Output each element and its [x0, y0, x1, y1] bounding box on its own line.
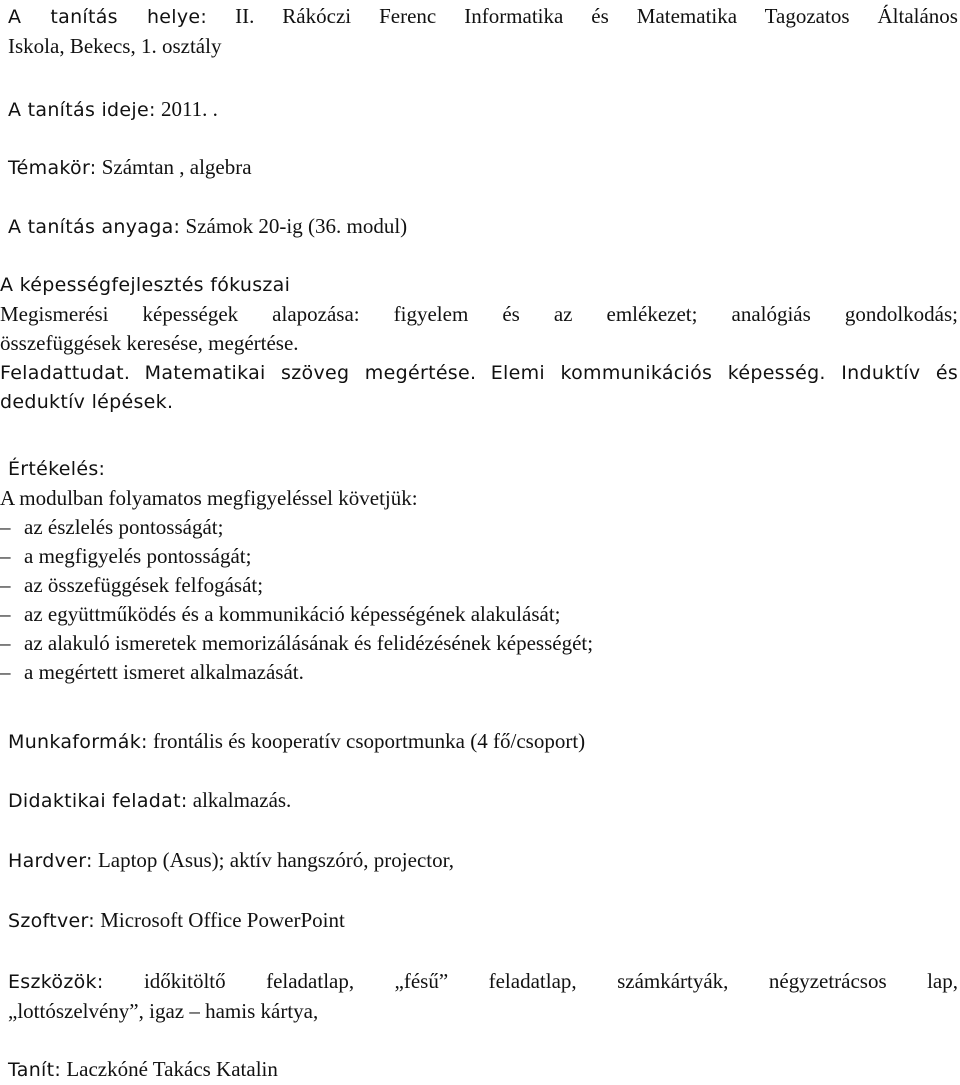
teaching-material — [0, 212, 960, 242]
evaluation-item — [0, 513, 958, 542]
teaching-place-label: A tanítás helye: — [8, 6, 208, 28]
software-label: Szoftver: — [8, 910, 95, 932]
material-value: Számok 20-ig (36. modul) — [185, 214, 408, 238]
evaluation-item — [0, 571, 958, 600]
teaching-place-line1 — [8, 2, 958, 32]
evaluation-item-text: a megfigyelés pontosságát; — [24, 544, 252, 568]
work-forms-value: frontális és kooperatív csoportmunka (4 fő/csoport) — [153, 729, 586, 753]
tools-label: Eszközök: — [8, 971, 104, 993]
teaching-place-value-line1: II. Rákóczi Ferenc Informatika és Matematika Tagozatos Általános — [235, 4, 958, 28]
evaluation-item — [0, 542, 958, 571]
evaluation-item — [0, 658, 958, 687]
evaluation-item-text: az alakuló ismeretek memorizálásának és felidézésének képességét; — [24, 631, 594, 655]
focus-line3-c: Elemi kommunikációs képesség. Induktív és — [490, 362, 959, 384]
evaluation-item — [0, 600, 958, 629]
tools-line1 — [8, 967, 958, 997]
dash-mark: – — [0, 602, 11, 626]
evaluation — [0, 455, 960, 687]
dash-mark: – — [0, 544, 11, 568]
didactic-value: alkalmazás. — [192, 788, 292, 812]
hardware — [0, 846, 960, 876]
dash-mark: – — [0, 515, 11, 539]
focus-line3 — [0, 358, 958, 388]
teaching-place — [0, 2, 960, 61]
didactic-label: Didaktikai feladat: — [8, 790, 188, 812]
teacher-value: Laczkóné Takács Katalin — [66, 1057, 278, 1081]
topic-value: Számtan , algebra — [101, 155, 252, 179]
teaching-time-label: A tanítás ideje: — [8, 99, 156, 121]
evaluation-item-text: az együttműködés és a kommunikáció képességének alakulását; — [24, 602, 561, 626]
topic — [0, 153, 960, 183]
software — [0, 906, 960, 936]
topic-label: Témakör: — [8, 157, 97, 179]
focus-line4: deduktív lépések. — [0, 391, 174, 413]
focus-line3-a: Feladattudat. — [0, 362, 131, 384]
evaluation-intro: A modulban folyamatos megfigyeléssel követjük: — [0, 486, 418, 510]
hardware-label: Hardver: — [8, 850, 93, 872]
teaching-time — [0, 95, 960, 125]
hardware-value: Laptop (Asus); aktív hangszóró, projector, — [97, 848, 455, 872]
tools — [0, 967, 960, 1026]
focus-heading: A képességfejlesztés fókuszai — [0, 274, 291, 296]
teacher — [0, 1055, 960, 1085]
focus-line3-b: Matematikai szöveg megértése. — [144, 362, 477, 384]
teacher-label: Tanít: — [8, 1059, 62, 1081]
evaluation-heading: Értékelés: — [8, 458, 106, 480]
evaluation-item-text: az észlelés pontosságát; — [24, 515, 224, 539]
work-forms-label: Munkaformák: — [8, 731, 148, 753]
tools-value-line1: időkitöltő feladatlap, „fésű” feladatlap, számkártyák, négyzetrácsos lap, — [143, 969, 958, 993]
software-value: Microsoft Office PowerPoint — [100, 908, 345, 932]
material-label: A tanítás anyaga: — [8, 216, 181, 238]
tools-value-line2: „lottószelvény”, igaz – hamis kártya, — [8, 999, 319, 1023]
dash-mark: – — [0, 631, 11, 655]
teaching-place-value-line2: Iskola, Bekecs, 1. osztály — [8, 34, 222, 58]
didactic-task — [0, 786, 960, 816]
focus-line1: Megismerési képességek alapozása: figyelem és az emlékezet; analógiás gondolkodás; — [0, 302, 958, 326]
evaluation-item-text: a megértett ismeret alkalmazását. — [24, 660, 304, 684]
focus-line2: összefüggések keresése, megértése. — [0, 331, 299, 355]
work-forms — [0, 727, 960, 757]
evaluation-item-text: az összefüggések felfogását; — [24, 573, 264, 597]
skill-focus — [0, 271, 960, 417]
evaluation-item — [0, 629, 958, 658]
dash-mark: – — [0, 573, 11, 597]
dash-mark: – — [0, 660, 11, 684]
teaching-time-value: 2011. . — [160, 97, 218, 121]
